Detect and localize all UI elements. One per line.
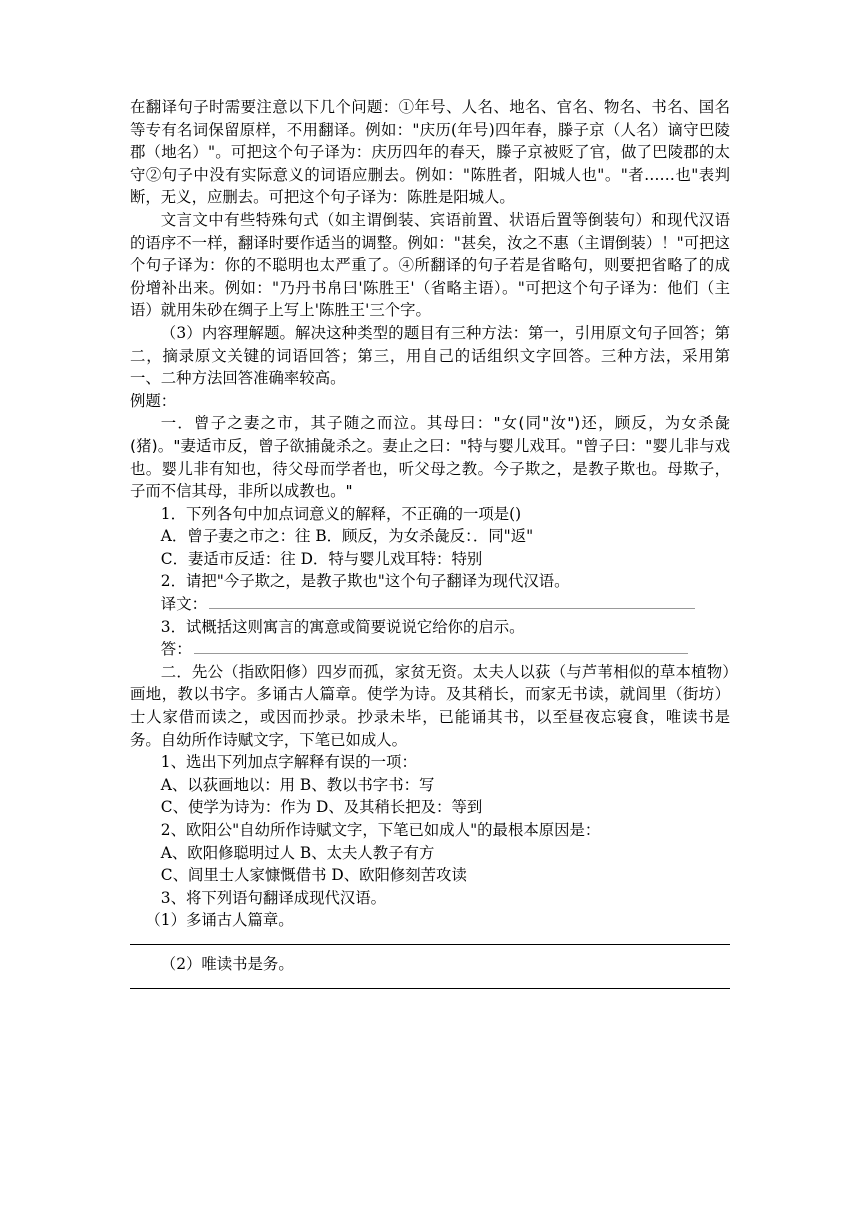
answer-space	[130, 976, 730, 988]
example-2-question-2: 2、欧阳公"自幼所作诗赋文字，下笔已如成人"的最根本原因是：	[160, 821, 601, 839]
answer-label: 答：	[160, 640, 192, 659]
translation-label: 译文：	[160, 595, 207, 614]
answer-space	[130, 932, 730, 944]
translation-answer-blank[interactable]	[209, 594, 695, 609]
example-2-question-2-options-cd: C、闾里士人家慷慨借书 D、欧阳修刻苦攻读	[160, 866, 467, 885]
sentence-order-paragraph: 文言文中有些特殊句式（如主谓倒装、宾语前置、状语后置等倒装句）和现代汉语的语序不一样，翻译时要作适当的调整。例如："甚矣，汝之不惠（主谓倒装）！"可把这个句子译为：你的不聪明也太严重了。④所翻译的句子若是省略句，则要把省略了的成份增补出来。例如："乃丹书帛曰'陈胜王'（省略主语）。"可把这个句子译为：他们（主语）就用朱砂在绸子上写上'陈胜王'三个字。	[130, 210, 730, 320]
example-1-question-3: 3．试概括这则寓言的寓意或简要说说它给你的启示。	[160, 617, 525, 636]
example-2-question-1-options-ab: A、以荻画地以：用 B、教以书字书：写	[160, 775, 435, 794]
example-2-question-3: 3、将下列语句翻译成现代汉语。	[160, 888, 387, 907]
example-2-question-2-options-ab: A、欧阳修聪明过人 B、太夫人教子有方	[160, 843, 435, 862]
example-2-question-1-options-cd: C、使学为诗为：作为 D、及其稍长把及：等到	[160, 798, 483, 817]
document-body	[130, 96, 730, 989]
example-1-translation-line	[130, 593, 730, 616]
example-1-passage: 一．曾子之妻之市，其子随之而泣。其母曰："女(同"汝")还，顾反，为女杀彘(猪)。"妻适市反，曾子欲捕彘杀之。妻止之曰："特与婴儿戏耳。"曾子曰："婴儿非与戏也。婴儿非有知也，待父母而学者也，听父母之教。今子欺之，是教子欺也。母欺子，子而不信其母，非所以成教也。"	[130, 414, 730, 501]
example-2-question-3-item-2: （2）唯读书是务。	[160, 954, 294, 973]
example-1-question-1-options-ab: A．曾子妻之市之：往 B．顾反，为女杀彘反：．同"返"	[160, 527, 534, 546]
answer-rule-1[interactable]	[130, 944, 730, 945]
example-1-question-1-options-cd: C．妻适市反适：往 D．特与婴儿戏耳特：特别	[160, 549, 483, 568]
example-label: 例题：	[130, 391, 177, 410]
example-2-question-1: 1、选出下列加点字解释有误的一项：	[160, 753, 417, 772]
example-1-answer-line	[130, 638, 730, 661]
answer-rule-2[interactable]	[130, 988, 730, 989]
example-1-question-1: 1．下列各句中加点词意义的解释，不正确的一项是()	[160, 504, 522, 523]
content-understanding-paragraph: （3）内容理解题。解决这种类型的题目有三种方法：第一，引用原文句子回答；第二，摘录原文关键的词语回答；第三，用自己的话组织文字回答。三种方法，采用第一、二种方法回答准确率较高。	[130, 323, 730, 388]
example-2-question-3-item-1: （1）多诵古人篇章。	[145, 911, 294, 930]
example-1-question-2: 2．请把"今子欺之，是教子欺也"这个句子翻译为现代汉语。	[160, 572, 570, 591]
answer-blank[interactable]	[194, 639, 688, 654]
example-2-passage: 二．先公（指欧阳修）四岁而孤，家贫无资。太夫人以荻（与芦苇相似的草本植物）画地，教以书字。多诵古人篇章。使学为诗。及其稍长，而家无书读，就闾里（街坊）士人家借而读之，或因而抄录。抄录未毕，已能诵其书，以至昼夜忘寝食，唯读书是务。自幼所作诗赋文字，下笔已如成人。	[130, 662, 730, 749]
translation-notes-paragraph: 在翻译句子时需要注意以下几个问题：①年号、人名、地名、官名、物名、书名、国名等专有名词保留原样，不用翻译。例如："庆历(年号)四年春，滕子京（人名）谪守巴陵郡（地名）"。可把这个句子译为：庆历四年的春天，滕子京被贬了官，做了巴陵郡的太守②句子中没有实际意义的词语应删去。例如："陈胜者，阳城人也"。"者……也"表判断，无义，应删去。可把这个句子译为：陈胜是阳城人。	[130, 98, 730, 207]
